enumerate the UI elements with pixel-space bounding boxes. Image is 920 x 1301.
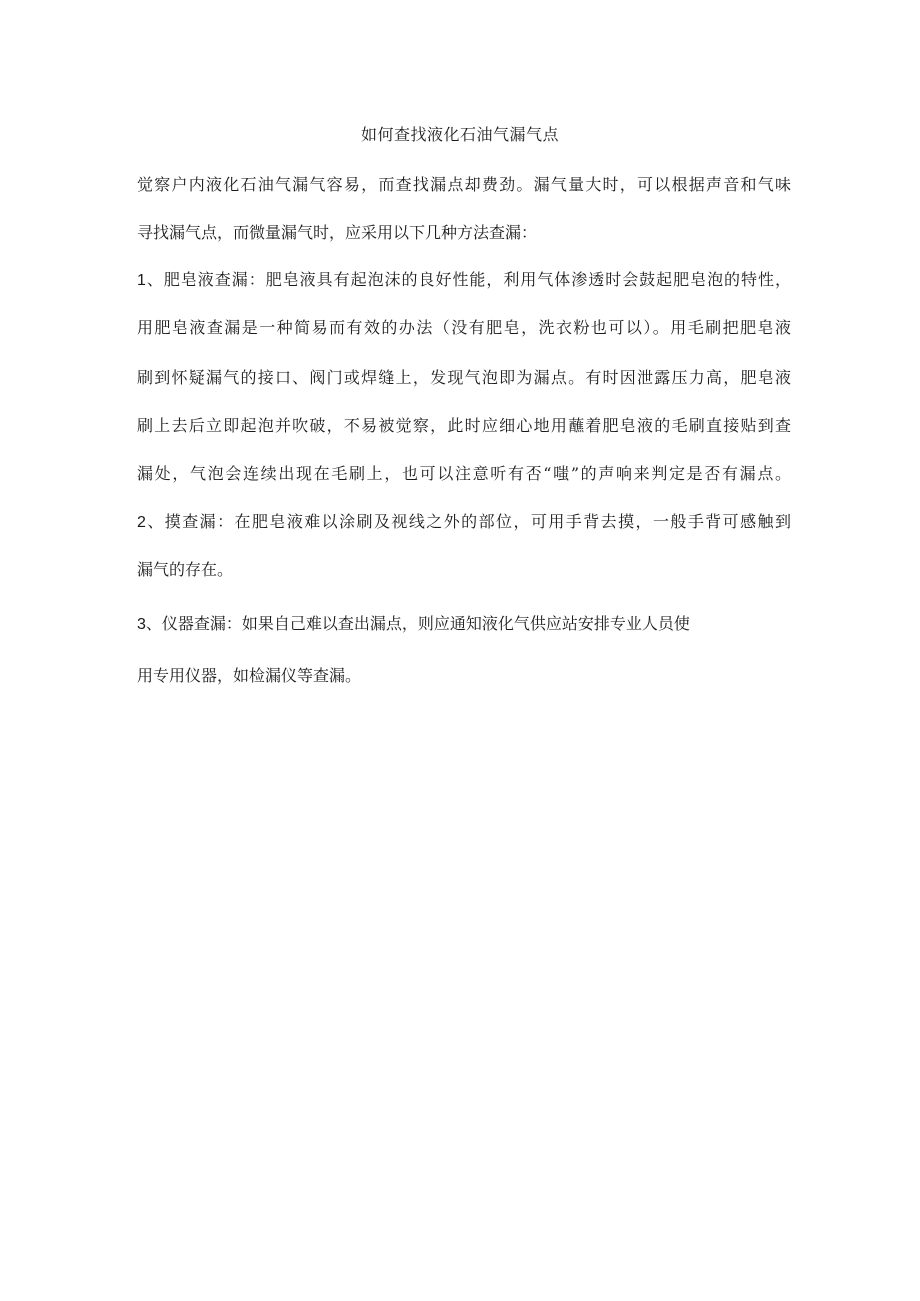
method-3-text: 、仪器查漏：如果自己难以查出漏点，则应通知液化气供应站安排专业人员使 [145,614,690,633]
method-1-line-5: 漏处，气泡会连续出现在毛刷上，也可以注意听有否“嗤”的声响来判定是否有漏点。 [137,464,791,483]
method-3-line-2: 用专用仪器，如检漏仪等查漏。 [137,666,362,685]
method-2-line-1 [137,511,791,534]
method-1-number: 1 [137,272,146,289]
document-title: 如何查找液化石油气漏气点 [360,125,559,144]
intro-line-1: 觉察户内液化石油气漏气容易，而查找漏点却费劲。漏气量大时，可以根据声音和气味 [137,175,791,194]
method-2-line-2: 漏气的存在。 [137,560,234,579]
method-3-number: 3 [137,616,146,633]
intro-line-2: 寻找漏气点，而微量漏气时，应采用以下几种方法查漏： [137,223,538,242]
method-1-line-4: 刷上去后立即起泡并吹破，不易被觉察，此时应细心地用蘸着肥皂液的毛刷直接贴到查 [137,416,791,435]
method-2-text: 、摸查漏：在肥皂液难以涂刷及视线之外的部位，可用手背去摸，一般手背可感触到 [145,512,791,531]
method-1-line-2: 用肥皂液查漏是一种简易而有效的办法（没有肥皂，洗衣粉也可以）。用毛刷把肥皂液 [137,318,791,337]
method-1-text: 、肥皂液查漏：肥皂液具有起泡沫的良好性能，利用气体渗透时会鼓起肥皂泡的特性， [145,270,791,289]
method-1-line-3: 刷到怀疑漏气的接口、阀门或焊缝上，发现气泡即为漏点。有时因泄露压力高，肥皂液 [137,368,791,387]
method-1-line-1 [137,269,791,292]
method-3-line-1 [137,613,690,636]
method-2-number: 2 [137,514,146,531]
